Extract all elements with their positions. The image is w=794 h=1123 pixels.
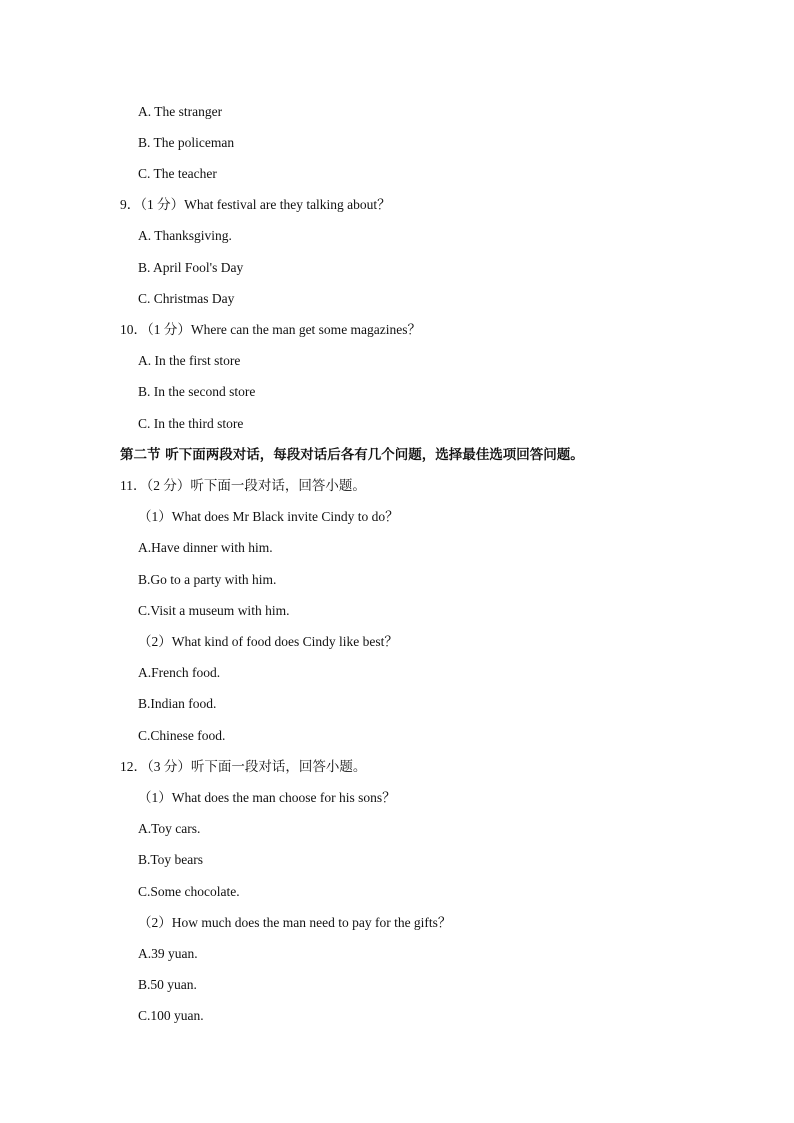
q11-2-option-a: A.French food. bbox=[138, 665, 221, 680]
q9-option-c: C. Christmas Day bbox=[138, 291, 235, 306]
q11-2-option-b: B.Indian food. bbox=[138, 696, 217, 711]
q12-2-stem: （2）How much does the man need to pay for the gifts？ bbox=[138, 915, 452, 930]
q11-2-option-c: C.Chinese food. bbox=[138, 728, 226, 743]
q12-1-stem: （1）What does the man choose for his sons？ bbox=[138, 790, 396, 805]
q8-option-b: B. The policeman bbox=[138, 135, 235, 150]
q9-option-a: A. Thanksgiving. bbox=[138, 228, 232, 243]
q10-stem: 10．（1 分）Where can the man get some magazines？ bbox=[120, 322, 422, 337]
q10-option-a: A. In the first store bbox=[138, 353, 241, 368]
q9-option-b: B. April Fool's Day bbox=[138, 260, 244, 275]
q10-option-b: B. In the second store bbox=[138, 384, 256, 399]
q12-2-option-b: B.50 yuan. bbox=[138, 977, 197, 992]
q9-stem: 9．（1 分）What festival are they talking about？ bbox=[120, 197, 391, 212]
q11-1-stem: （1）What does Mr Black invite Cindy to do？ bbox=[138, 509, 399, 524]
section-title: 第二节 听下面两段对话，每段对话后各有几个问题，选择最佳选项回答问题。 bbox=[120, 447, 584, 463]
q12-1-option-c: C.Some chocolate. bbox=[138, 884, 240, 899]
q12-1-option-a: A.Toy cars. bbox=[138, 821, 201, 836]
q11-stem: 11．（2 分）听下面一段对话，回答小题。 bbox=[120, 478, 366, 493]
q8-option-c: C. The teacher bbox=[138, 166, 217, 181]
q12-1-option-b: B.Toy bears bbox=[138, 852, 204, 867]
q11-2-stem: （2）What kind of food does Cindy like best？ bbox=[138, 634, 398, 649]
q12-stem: 12．（3 分）听下面一段对话，回答小题。 bbox=[120, 759, 367, 774]
q11-1-option-c: C.Visit a museum with him. bbox=[138, 603, 290, 618]
q8-option-a: A. The stranger bbox=[138, 104, 223, 119]
q10-option-c: C. In the third store bbox=[138, 416, 244, 431]
q11-1-option-a: A.Have dinner with him. bbox=[138, 540, 273, 555]
q12-2-option-a: A.39 yuan. bbox=[138, 946, 198, 961]
q11-1-option-b: B.Go to a party with him. bbox=[138, 572, 277, 587]
q12-2-option-c: C.100 yuan. bbox=[138, 1008, 204, 1023]
